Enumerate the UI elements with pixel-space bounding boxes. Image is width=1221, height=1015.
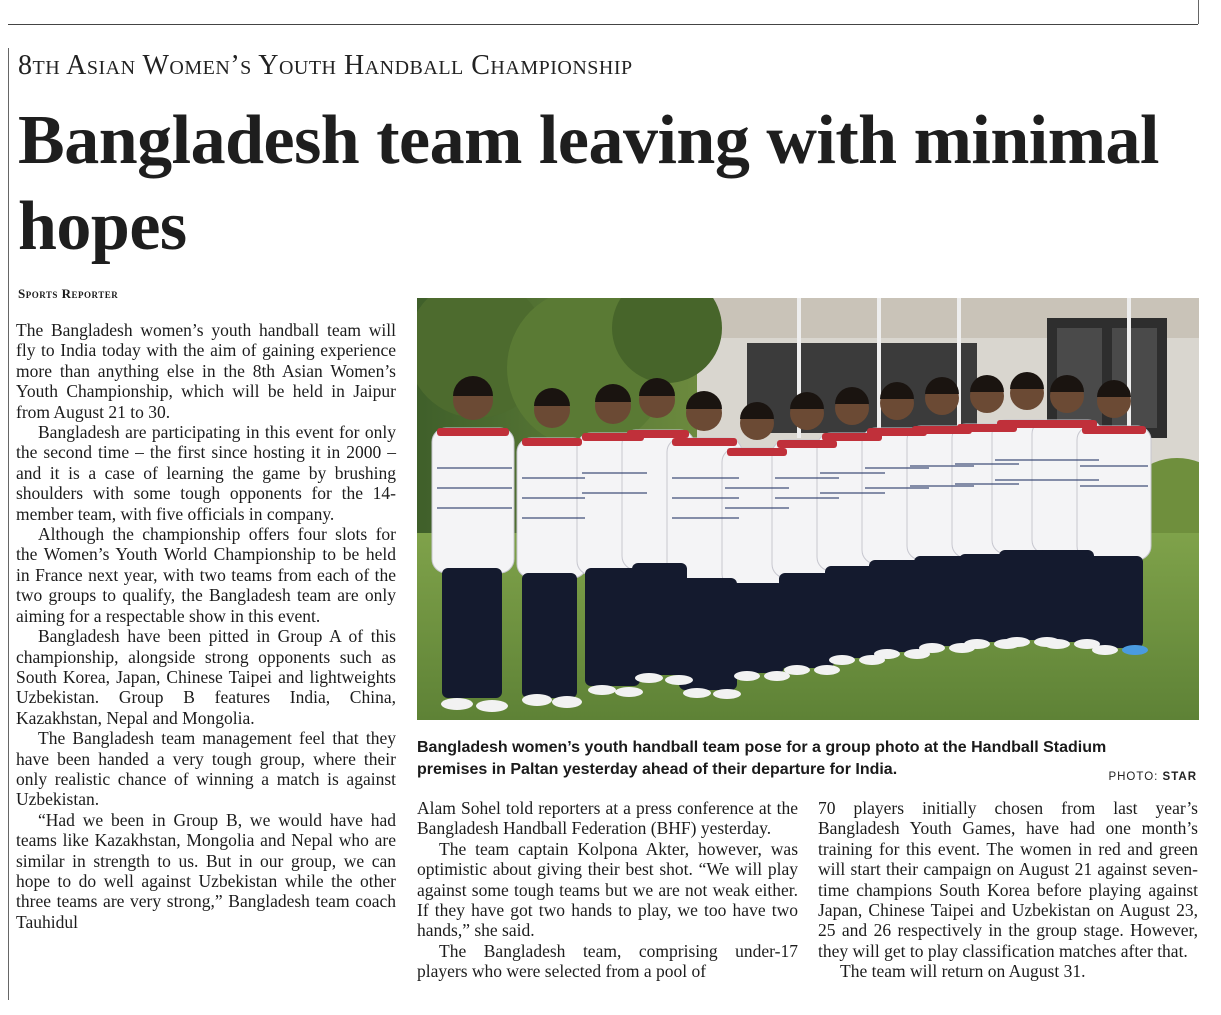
article-column-3	[818, 798, 1198, 982]
photo-credit	[1108, 771, 1197, 783]
paragraph: 70 players initially chosen from last year’s Bangladesh Youth Games, have had one month’s training for this event. The women in red and green will start their campaign on August 21 against seven-time champions South Korea before playing against Japan, Chinese Taipei and Uzbekistan on August 23, 25 and 26 respectively in the group stage. However, they will get to play classification matches after that.	[818, 798, 1198, 961]
paragraph: “Had we been in Group B, we would have had teams like Kazakhstan, Mongolia and Nepal who are similar in strength to us. But in our group, we can hope to do well against Uzbekistan while the other three teams are very strong,” Bangladesh team coach Tauhidul	[16, 809, 396, 932]
team-group-photo	[417, 298, 1199, 720]
paragraph: The Bangladesh team management feel that they have been handed a very tough group, where their only realistic chance of winning a match is against Uzbekistan.	[16, 728, 396, 810]
article-column-2	[417, 798, 798, 982]
top-right-rule	[1198, 0, 1199, 24]
article-column-1	[16, 320, 396, 932]
paragraph: The team captain Kolpona Akter, however, was optimistic about giving their best shot. “We will play against some tough teams but we are not weak either. If they have got two hands to play, we too have two hands,” she said.	[417, 838, 798, 941]
article-byline: Sports Reporter	[18, 286, 119, 301]
photo-credit-source: STAR	[1162, 771, 1197, 783]
photo-credit-label: PHOTO:	[1108, 771, 1159, 783]
article-kicker: 8th Asian Women’s Youth Handball Championship	[18, 50, 633, 81]
paragraph: The team will return on August 31.	[840, 961, 1086, 982]
photo-caption: Bangladesh women’s youth handball team pose for a group photo at the Handball Stadium premises in Paltan yesterday ahead of their departure for India.	[417, 739, 1107, 778]
article-headline: Bangladesh team leaving with minimal hopes	[18, 102, 1159, 265]
paragraph: Bangladesh are participating in this event for only the second time – the first since hosting it in 2000 –and it is a case of learning the game by brushing shoulders with some tough opponents for the 14-member team, with five officials in company.	[16, 422, 396, 524]
paragraph: Bangladesh have been pitted in Group A of this championship, alongside strong opponents such as South Korea, Japan, Chinese Taipei and lightweights Uzbekistan. Group B features India, China, Kazakhstan, Nepal and Mongolia.	[16, 626, 396, 728]
paragraph: Alam Sohel told reporters at a press conference at the Bangladesh Handball Federation (BHF) yesterday.	[417, 798, 798, 839]
top-rule	[8, 24, 1198, 25]
left-column-rule	[8, 48, 9, 1000]
paragraph: The Bangladesh women’s youth handball team will fly to India today with the aim of gaining experience more than anything else in the 8th Asian Women’s Youth Championship, which will be held in Jaipur from August 21 to 30.	[16, 320, 396, 422]
paragraph: The Bangladesh team, comprising under-17 players who were selected from a pool of	[417, 940, 798, 982]
paragraph: Although the championship offers four slots for the Women’s Youth World Championship to be held in France next year, with two teams from each of the two groups to qualify, the Bangladesh team are only aiming for a respectable show in this event.	[16, 524, 396, 626]
